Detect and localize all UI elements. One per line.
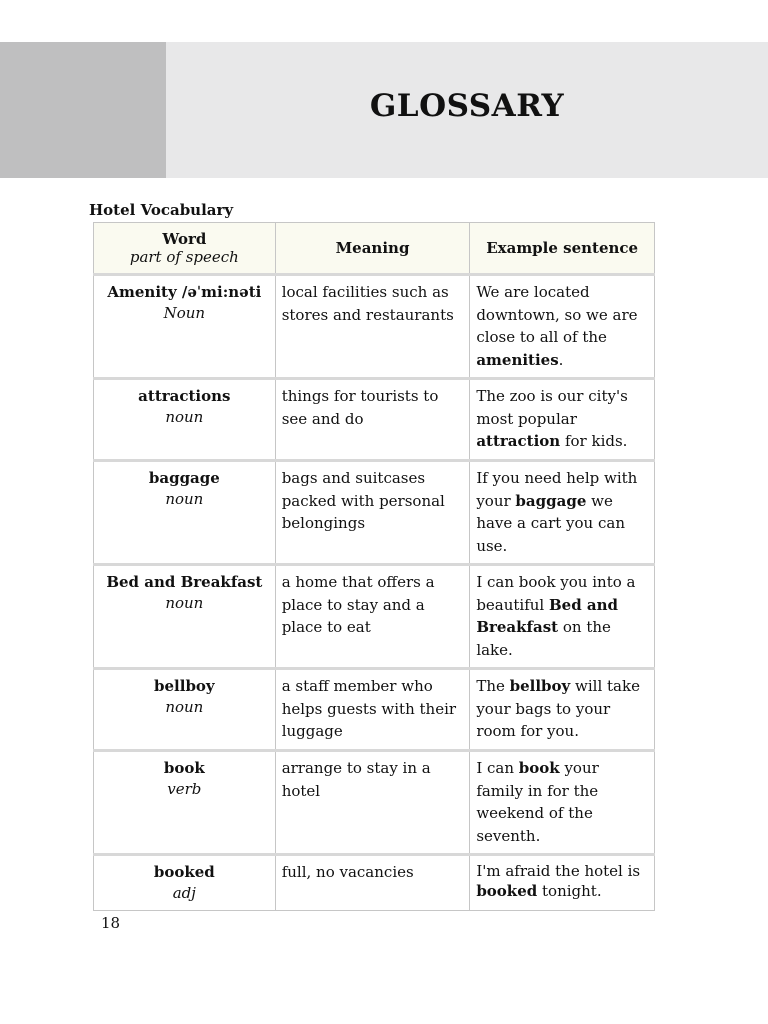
- meaning-cell: full, no vacancies: [275, 855, 470, 911]
- banner-gray-block: [0, 42, 166, 178]
- example-text: .: [558, 350, 564, 369]
- header-meaning: Meaning: [275, 223, 470, 275]
- part-of-speech: noun: [165, 698, 204, 716]
- word-cell: [94, 669, 276, 751]
- table-header: [94, 223, 655, 275]
- example-text: If you need help with your: [476, 469, 638, 510]
- table-body: [94, 275, 655, 911]
- example-text: on the lake.: [476, 618, 611, 659]
- header-pos-label: part of speech: [129, 248, 239, 266]
- example-text: The: [476, 677, 510, 695]
- example-text: We are located downtown, so we are close to all of the: [476, 283, 638, 346]
- page-number: 18: [101, 914, 121, 932]
- example-text: tonight.: [537, 882, 602, 900]
- part-of-speech: noun: [165, 490, 204, 508]
- page-title: GLOSSARY: [369, 88, 565, 124]
- word-cell: [94, 855, 276, 911]
- section-title: Hotel Vocabulary: [89, 201, 234, 219]
- example-keyword: booked: [476, 882, 538, 900]
- example-cell: [470, 565, 655, 669]
- example-cell: [470, 461, 655, 565]
- example-cell: [470, 379, 655, 461]
- header-row: [94, 223, 655, 275]
- example-text: I can: [476, 759, 519, 777]
- term: book: [163, 759, 205, 777]
- table-row: [94, 565, 655, 669]
- meaning-cell: bags and suitcases packed with personal belongings: [275, 461, 470, 565]
- header-word: [94, 223, 276, 275]
- word-cell: [94, 461, 276, 565]
- word-cell: [94, 565, 276, 669]
- example-text: your family in for the weekend of the seventh.: [476, 759, 599, 845]
- meaning-cell: things for tourists to see and do: [275, 379, 470, 461]
- part-of-speech: noun: [165, 408, 204, 426]
- term: Bed and Breakfast: [106, 573, 263, 591]
- term: attractions: [138, 387, 231, 405]
- example-text: I'm afraid the hotel is: [476, 862, 641, 880]
- word-cell: [94, 379, 276, 461]
- table-row: [94, 855, 655, 911]
- example-keyword: attraction: [476, 432, 561, 450]
- glossary-table: [93, 222, 655, 911]
- term: bellboy: [154, 677, 215, 695]
- example-cell: [470, 669, 655, 751]
- meaning-cell: local facilities such as stores and restaurants: [275, 275, 470, 379]
- example-keyword: baggage: [515, 491, 587, 510]
- word-cell: [94, 751, 276, 855]
- table-row: [94, 275, 655, 379]
- example-cell: [470, 751, 655, 855]
- example-cell: [470, 855, 655, 911]
- example-keyword: book: [518, 759, 560, 777]
- example-text: The zoo is our city's most popular: [476, 387, 628, 428]
- example-keyword: Bed and Breakfast: [476, 595, 619, 636]
- meaning-cell: a staff member who helps guests with their luggage: [275, 669, 470, 751]
- example-text: we have a cart you can use.: [476, 491, 625, 555]
- word-cell: [94, 275, 276, 379]
- table-row: [94, 461, 655, 565]
- example-text: will take your bags to your room for you.: [476, 677, 640, 740]
- table-row: [94, 669, 655, 751]
- meaning-cell: a home that offers a place to stay and a place to eat: [275, 565, 470, 669]
- part-of-speech: verb: [167, 780, 202, 798]
- header-example: Example sentence: [470, 223, 655, 275]
- page-banner: [0, 42, 768, 178]
- example-cell: [470, 275, 655, 379]
- example-text: for kids.: [560, 432, 628, 450]
- part-of-speech: Noun: [163, 304, 206, 322]
- term: Amenity /əˈmi:nəti: [107, 283, 262, 301]
- part-of-speech: noun: [165, 594, 204, 612]
- example-keyword: bellboy: [509, 677, 571, 695]
- table-row: [94, 751, 655, 855]
- term: baggage: [148, 469, 220, 487]
- example-text: I can book you into a beautiful: [476, 573, 636, 614]
- part-of-speech: adj: [172, 884, 196, 902]
- example-keyword: amenities: [476, 350, 559, 369]
- header-word-label: Word: [162, 230, 207, 248]
- term: booked: [153, 863, 215, 881]
- table-row: [94, 379, 655, 461]
- meaning-cell: arrange to stay in a hotel: [275, 751, 470, 855]
